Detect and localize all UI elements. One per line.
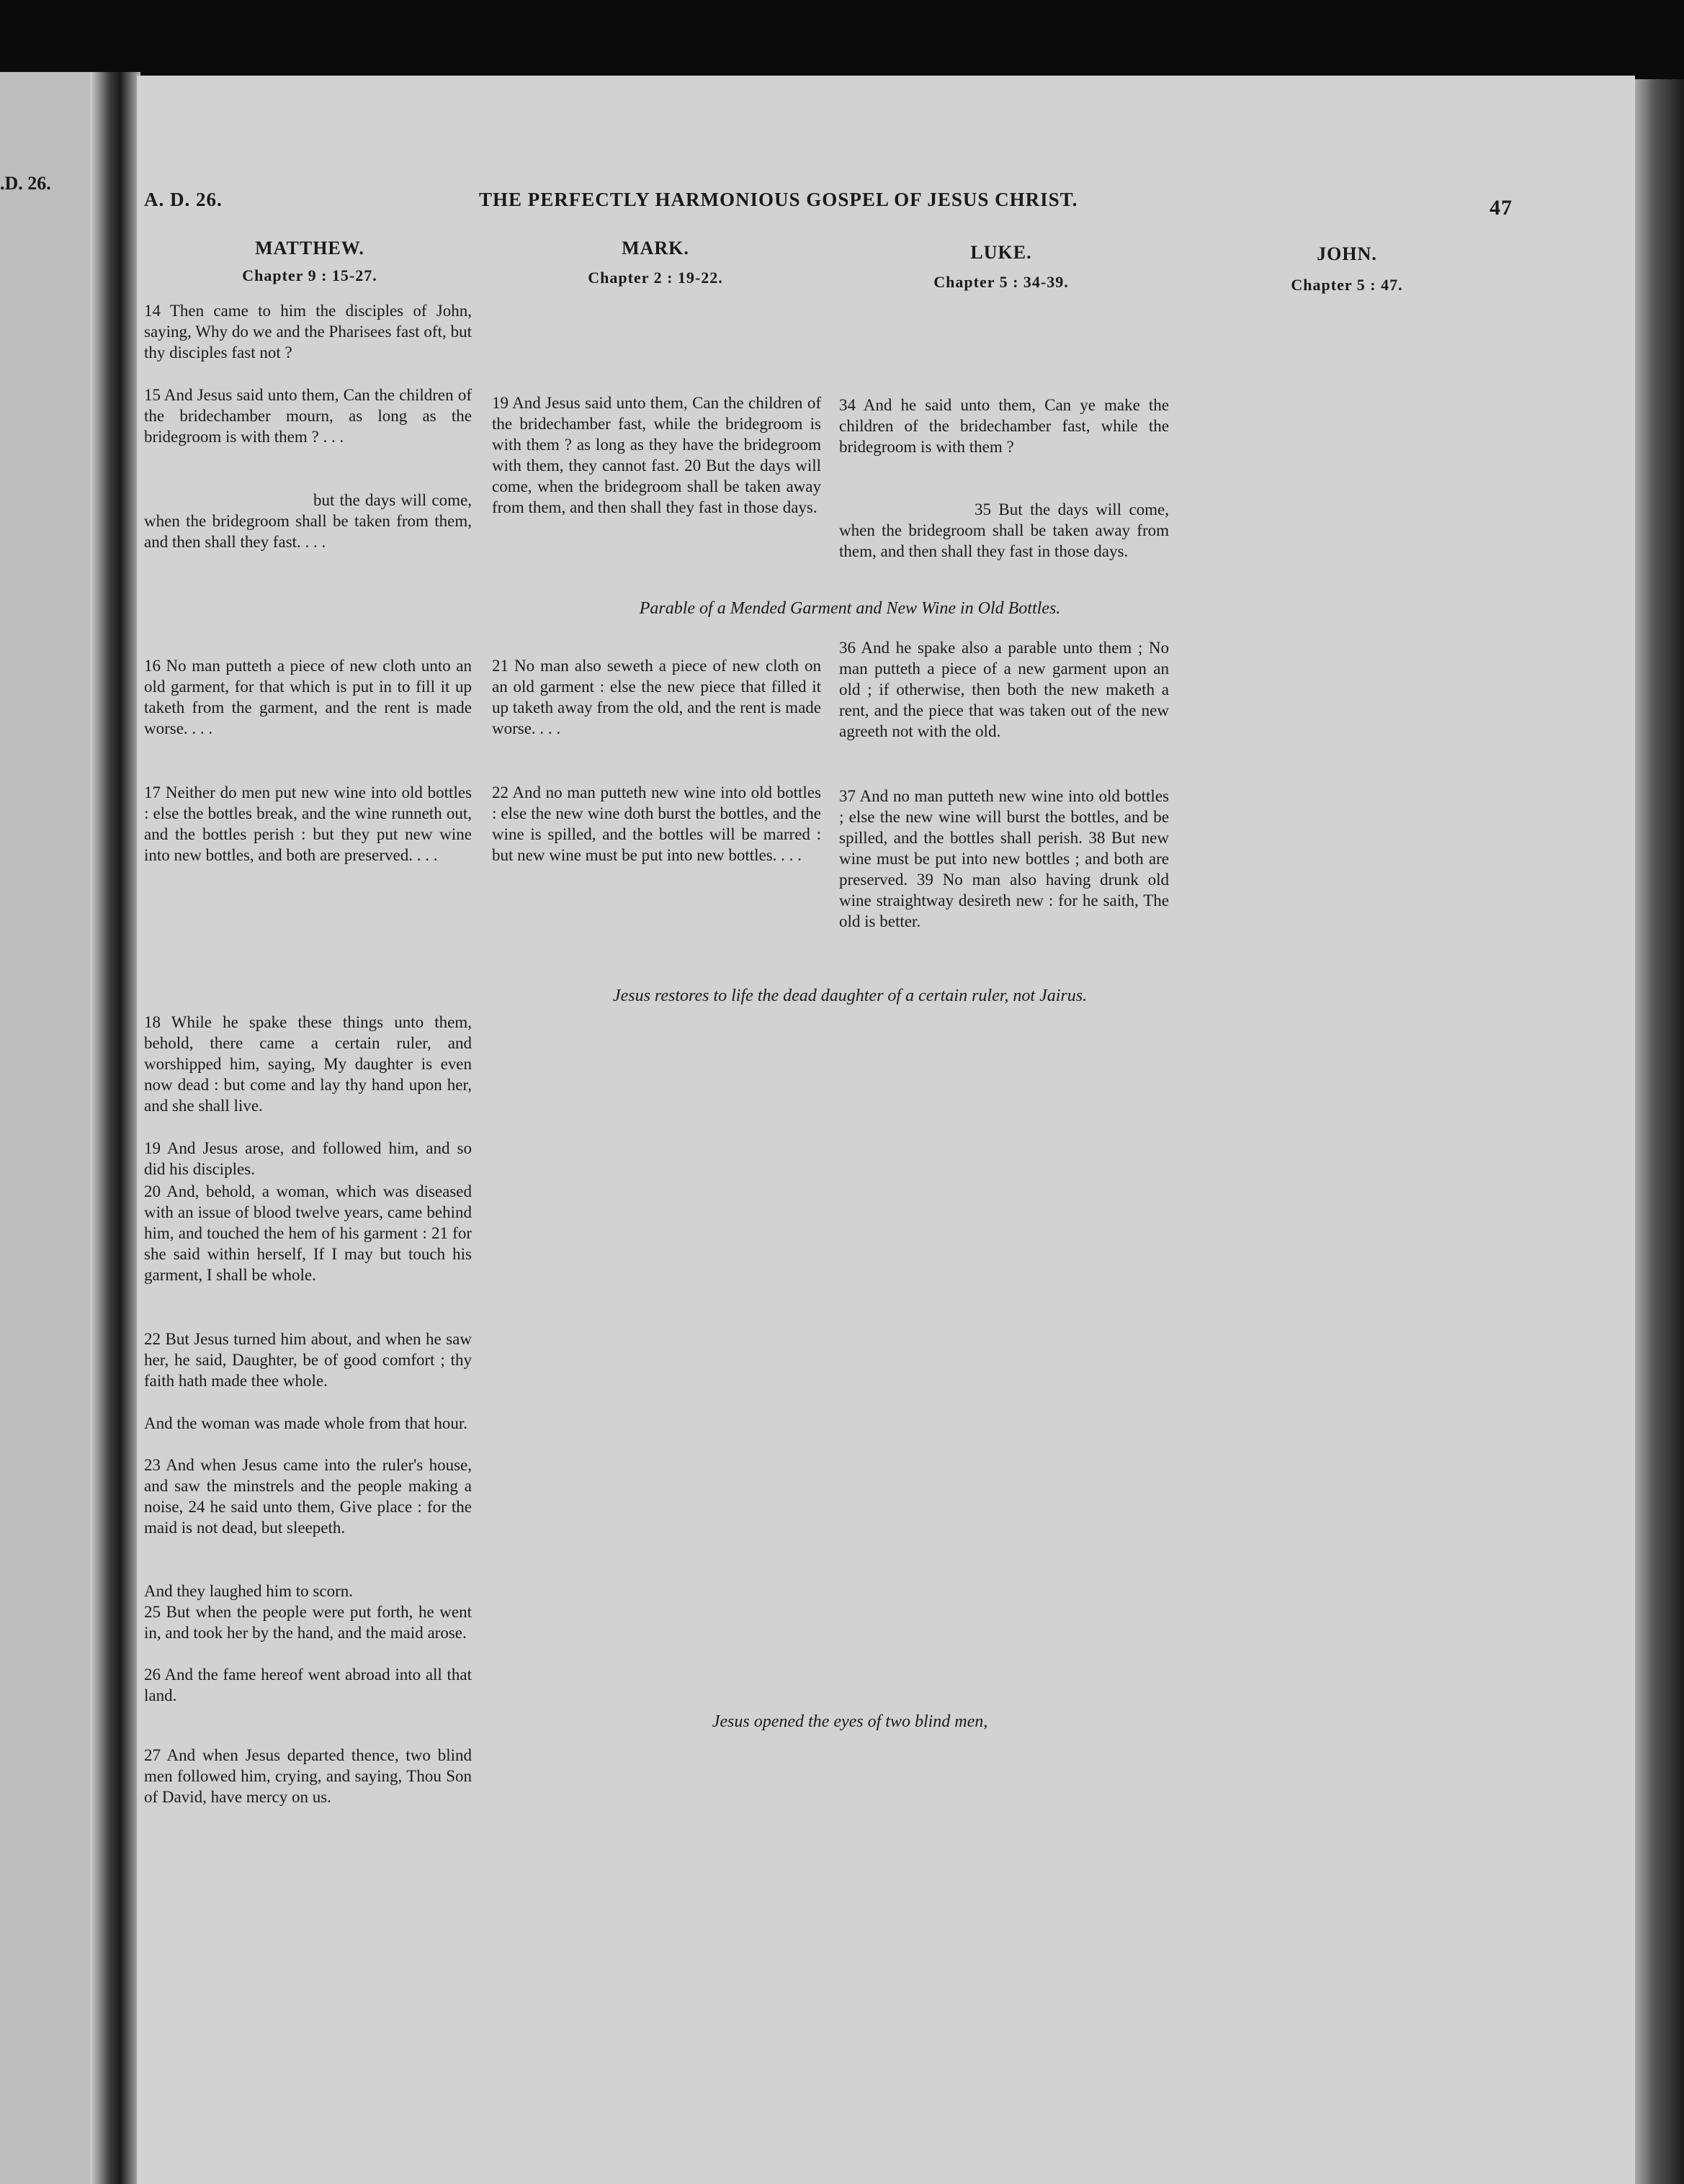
luke-verse-36: 36 And he spake also a parable unto them ; No man putteth a piece of a new garment upon an old ; if otherwise, then both the new maketh a rent, and the piece that was taken out of the new agreeth not with the old. [839, 639, 1169, 740]
page-right-edge [1635, 79, 1684, 2184]
column-heading-luke: LUKE. [970, 242, 1032, 263]
mark-verse-22: 22 And no man putteth new wine into old bottles : else the new wine doth burst the bottles, and the wine is spilled, and the bottles will be marred : but new wine must be put into new bottles. . . . [492, 783, 821, 864]
header-date: A. D. 26. [144, 189, 223, 210]
matthew-verse-15b: but the days will come, when the bridegroom shall be taken from them, and then shall they fast. . . . [144, 491, 472, 551]
matthew-verse-19: 19 And Jesus arose, and followed him, and so did his disciples. [144, 1139, 472, 1178]
matthew-verse-24b: And they laughed him to scorn. [144, 1582, 354, 1600]
page-title: THE PERFECTLY HARMONIOUS GOSPEL OF JESUS CHRIST. [479, 189, 1078, 210]
section-heading-restores: Jesus restores to life the dead daughter of a certain ruler, not Jairus. [612, 987, 1088, 1005]
section-heading-blind-men: Jesus opened the eyes of two blind men, [712, 1712, 988, 1731]
chapter-ref-john: Chapter 5 : 47. [1291, 276, 1403, 294]
matthew-verse-16: 16 No man putteth a piece of new cloth unto an old garment, for that which is put in to fill it up taketh from the garment, and the rent is made worse. . . . [144, 657, 472, 737]
matthew-verse-22: 22 But Jesus turned him about, and when he saw her, he said, Daughter, be of good comfort ; thy faith hath made thee whole. [144, 1330, 472, 1390]
matthew-verse-23-24: 23 And when Jesus came into the ruler's house, and saw the minstrels and the people making a noise, 24 he said unto them, Give place : for the maid is not dead, but sleepeth. [144, 1456, 472, 1537]
section-heading-parable: Parable of a Mended Garment and New Wine in Old Bottles. [639, 599, 1061, 618]
book-gutter [90, 72, 140, 2184]
matthew-verse-18: 18 While he spake these things unto them, behold, there came a certain ruler, and worshipped him, saying, My daughter is even now dead : but come and lay thy hand upon her, and she shall live. [144, 1013, 472, 1115]
left-margin-date: .D. 26. [0, 173, 51, 194]
matthew-verse-15a: 15 And Jesus said unto them, Can the children of the bridechamber mourn, as long as the bridegroom is with them ? . . . [144, 386, 472, 446]
luke-verse-35: 35 But the days will come, when the bridegroom shall be taken away from them, and then shall they fast in those days. [839, 500, 1169, 560]
column-heading-mark: MARK. [622, 238, 689, 259]
column-heading-john: JOHN. [1317, 243, 1377, 264]
matthew-verse-25: 25 But when the people were put forth, he went in, and took her by the hand, and the maid arose. [144, 1603, 472, 1642]
chapter-ref-luke: Chapter 5 : 34-39. [933, 273, 1069, 291]
page-number: 47 [1490, 196, 1513, 220]
matthew-verse-22b: And the woman was made whole from that hour. [144, 1414, 468, 1432]
scan-top-border [0, 0, 1684, 76]
matthew-verse-17: 17 Neither do men put new wine into old bottles : else the bottles break, and the wine runneth out, and the bottles perish : but they put new wine into new bottles, and both are preserved. . . . [144, 783, 472, 864]
facing-page-edge [0, 72, 101, 2184]
mark-verse-19-20: 19 And Jesus said unto them, Can the children of the bridechamber fast, while the bridegroom is with them ? as long as they have the bridegroom with them, they cannot fast. 20 But the days will come, when the bridegroom shall be taken away from them, and then shall they fast in those days. [492, 394, 821, 516]
matthew-verse-26: 26 And the fame hereof went abroad into all that land. [144, 1666, 472, 1704]
luke-verse-34: 34 And he said unto them, Can ye make the children of the bridechamber fast, while the bridegroom is with them ? [839, 396, 1169, 456]
chapter-ref-matthew: Chapter 9 : 15-27. [242, 266, 377, 284]
matthew-verse-27: 27 And when Jesus departed thence, two blind men followed him, crying, and saying, Thou Son of David, have mercy on us. [144, 1746, 472, 1806]
chapter-ref-mark: Chapter 2 : 19-22. [588, 269, 723, 287]
mark-verse-21: 21 No man also seweth a piece of new cloth on an old garment : else the new piece that filled it up taketh away from the old, and the rent is made worse. . . . [492, 657, 821, 737]
matthew-verse-20-21: 20 And, behold, a woman, which was diseased with an issue of blood twelve years, came behind him, and touched the hem of his garment : 21 for she said within herself, If I may but touch his garment, I shall be whole. [144, 1182, 472, 1284]
column-heading-matthew: MATTHEW. [255, 238, 364, 259]
matthew-verse-14: 14 Then came to him the disciples of John, saying, Why do we and the Pharisees fast oft, but thy disciples fast not ? [144, 302, 472, 361]
luke-verse-37-39: 37 And no man putteth new wine into old bottles ; else the new wine will burst the bottles, and be spilled, and the bottles shall perish. 38 But new wine must be put into new bottles ; and both are preserved. 39 No man also having drunk old wine straightway desireth new : for he saith, The old is better. [839, 787, 1169, 930]
